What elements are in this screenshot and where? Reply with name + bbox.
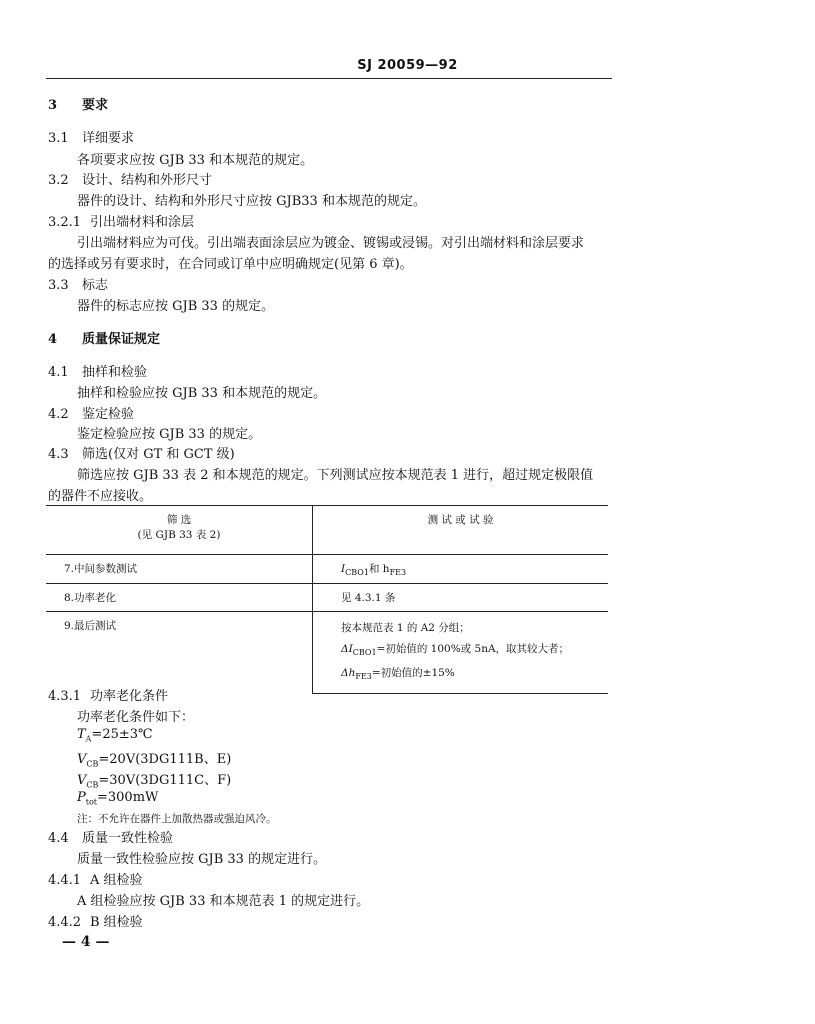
value-text: =30V(3DG111C、F) <box>98 773 232 788</box>
symbol-sub: FE3 <box>389 568 407 578</box>
section-4-3-text-line1: 筛选应按 GJB 33 表 2 和本规范的规定。下列测试应按本规范表 1 进行，超过规定极限值 <box>77 468 594 483</box>
section-3-2-1-text-line1: 引出端材料应为可伐。引出端表面涂层应为镀金、镀锡或浸锡。对引出端材料和涂层要求 <box>77 236 585 251</box>
section-number: 3.2.1 <box>48 215 82 230</box>
symbol-sub: CBO1 <box>345 568 369 578</box>
table-cell-test <box>313 612 609 694</box>
table-header-screening-title: 筛 选 <box>166 514 192 526</box>
section-number: 4.4.1 <box>48 873 82 888</box>
section-number: 3 <box>48 98 58 113</box>
table-header-screening <box>46 506 313 555</box>
section-title: 设计、结构和外形尺寸 <box>82 173 213 188</box>
symbol-sub: CB <box>86 759 99 769</box>
burnin-vcb-2 <box>77 769 231 790</box>
section-title: 抽样和检验 <box>82 365 148 380</box>
section-number: 4.2 <box>48 407 69 422</box>
table-cell-screen: 7.中间参数测试 <box>46 555 313 584</box>
table-header-row <box>46 506 608 555</box>
section-title: 要求 <box>82 98 109 113</box>
symbol-sub: CB <box>86 780 99 790</box>
header-rule <box>46 78 612 79</box>
table-cell-screen: 8.功率老化 <box>46 584 313 612</box>
symbol-sub: A <box>85 734 92 744</box>
table-header-screening-ref: (见 GJB 33 表 2) <box>137 529 221 541</box>
section-title: B 组检验 <box>90 915 143 930</box>
burnin-vcb-1 <box>77 748 231 769</box>
section-3-3-text: 器件的标志应按 GJB 33 的规定。 <box>77 299 275 314</box>
section-3-2-text: 器件的设计、结构和外形尺寸应按 GJB33 和本规范的规定。 <box>77 194 426 209</box>
section-title: 筛选(仅对 GT 和 GCT 级) <box>82 447 235 462</box>
section-title: A 组检验 <box>90 873 143 888</box>
symbol-t: T <box>77 727 86 742</box>
section-number: 3.1 <box>48 131 69 146</box>
symbol-v: V <box>77 752 87 767</box>
burnin-note: 注：不允许在器件上加散热器或强迫风冷。 <box>77 813 277 825</box>
symbol-delta-i: ΔI <box>341 643 353 656</box>
symbol-sub: CBO1 <box>352 648 377 658</box>
symbol-text: =初始值的 100%或 5nA，取其较大者； <box>376 643 570 656</box>
table-header-test: 测 试 或 试 验 <box>313 506 609 555</box>
section-title: 质量保证规定 <box>82 332 161 347</box>
final-test-line3 <box>341 663 600 687</box>
screening-table <box>46 505 608 694</box>
table-row <box>46 584 608 612</box>
section-4-3-heading <box>48 443 235 462</box>
section-3-1-heading <box>48 127 134 146</box>
section-number: 3.2 <box>48 173 69 188</box>
section-number: 4 <box>48 332 58 347</box>
symbol-v: V <box>77 773 87 788</box>
table-cell-test <box>313 555 609 584</box>
page-number: — 4 — <box>62 934 110 950</box>
value-text: =300mW <box>97 790 159 805</box>
table-cell-screen: 9.最后测试 <box>46 612 313 694</box>
section-number: 3.3 <box>48 278 69 293</box>
section-3-2-heading <box>48 169 212 188</box>
section-4-4-text: 质量一致性检验应按 GJB 33 的规定进行。 <box>77 852 327 867</box>
symbol-i: I <box>341 563 346 575</box>
symbol-p: P <box>77 790 86 805</box>
value-text: =20V(3DG111B、E) <box>98 752 232 767</box>
section-4-4-1-text: A 组检验应按 GJB 33 和本规范表 1 的规定进行。 <box>77 894 370 909</box>
section-4-3-text-line2: 的器件不应接收。 <box>48 489 153 504</box>
section-3-1-text: 各项要求应按 GJB 33 和本规范的规定。 <box>77 153 314 168</box>
section-4-4-1-heading <box>48 869 143 888</box>
section-number: 4.3.1 <box>48 689 82 704</box>
value-text: =25±3℃ <box>91 727 153 742</box>
section-title: 质量一致性检验 <box>82 831 174 846</box>
section-title: 功率老化条件 <box>90 689 169 704</box>
section-4-2-text: 鉴定检验应按 GJB 33 的规定。 <box>77 427 262 442</box>
section-4-2-heading <box>48 403 134 422</box>
section-4-heading <box>48 328 160 347</box>
section-number: 4.4.2 <box>48 915 82 930</box>
section-4-4-2-heading <box>48 911 143 930</box>
section-4-3-1-heading <box>48 685 168 704</box>
section-3-3-heading <box>48 274 108 293</box>
burnin-ptot <box>77 790 158 807</box>
section-4-1-text: 抽样和检验应按 GJB 33 和本规范的规定。 <box>77 386 327 401</box>
section-title: 引出端材料和涂层 <box>90 215 195 230</box>
section-title: 标志 <box>82 278 109 293</box>
symbol-delta-h: Δh <box>341 667 356 680</box>
section-4-1-heading <box>48 361 147 380</box>
table-cell-test: 见 4.3.1 条 <box>313 584 609 612</box>
final-test-line2 <box>341 639 600 663</box>
symbol-text: 和 h <box>368 563 390 575</box>
section-3-2-1-text-line2: 的选择或另有要求时，在合同或订单中应明确规定(见第 6 章)。 <box>48 257 413 272</box>
section-number: 4.4 <box>48 831 69 846</box>
section-3-2-1-heading <box>48 211 194 230</box>
section-3-heading <box>48 94 108 113</box>
section-number: 4.3 <box>48 447 69 462</box>
symbol-sub: FE3 <box>355 672 372 682</box>
table-row <box>46 555 608 584</box>
document-header-code: SJ 20059—92 <box>357 58 458 73</box>
section-title: 详细要求 <box>82 131 135 146</box>
section-title: 鉴定检验 <box>82 407 135 422</box>
symbol-sub: tot <box>85 797 97 807</box>
section-4-4-heading <box>48 827 173 846</box>
burnin-ta <box>77 727 153 744</box>
burnin-intro: 功率老化条件如下： <box>77 710 195 725</box>
symbol-text: =初始值的±15% <box>371 667 455 680</box>
table-row <box>46 612 608 694</box>
section-number: 4.1 <box>48 365 69 380</box>
final-test-line1: 按本规范表 1 的 A2 分组； <box>341 622 470 635</box>
